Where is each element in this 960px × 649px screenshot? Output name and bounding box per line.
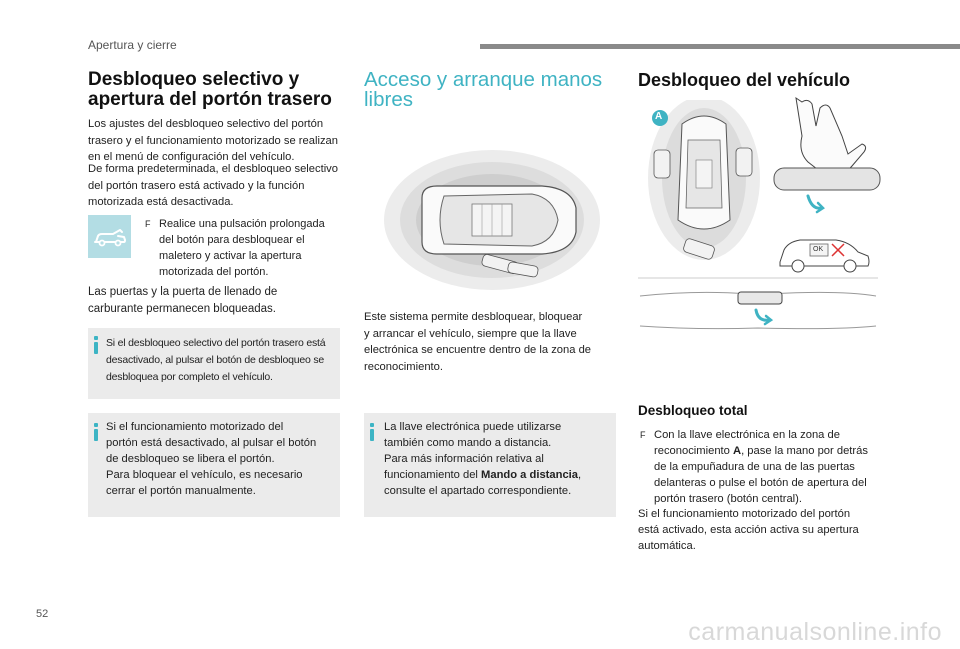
text-line: Realice una pulsación prolongada [159,218,325,230]
heading-vehicle-unlock: Desbloqueo del vehículo [638,70,851,90]
text-line: Si el funcionamiento motorizado del [106,421,284,433]
text-line [638,443,888,459]
text-line: consulte el apartado correspondiente. [384,485,572,497]
text-line: Si el desbloqueo selectivo del portón trasero está [106,337,326,349]
recognition-zone-a-illustration [638,100,764,270]
tailgate-button-illustration [638,274,878,358]
text-line: Para bloquear el vehículo, es necesario [106,469,303,481]
subheading-total-unlock: Desbloqueo total [638,403,748,418]
text-line: y arrancar el vehículo, siempre que la llave [364,327,577,340]
info-icon [94,423,98,441]
info-box-motorized-disabled [88,413,340,517]
text-line: Este sistema permite desbloquear, bloquear [364,311,583,323]
info-box-selective-disabled [88,328,340,399]
heading-keyless-access [364,70,620,110]
text-line: Los ajustes del desbloqueo selectivo del portón [88,118,324,130]
zone-a-label: A [655,111,663,122]
paragraph-default [88,161,346,211]
text-line: también como mando a distancia. [384,437,552,449]
info-icon [94,336,98,354]
car-tailgate-icon [88,215,131,258]
page-number: 52 [36,608,49,620]
text-line: está activado, esta acción activa su apertura [638,524,859,536]
heading-line: Acceso y arranque manos [364,68,603,91]
car-recognition-zone-illustration [382,146,602,294]
text-line: Con la llave electrónica en la zona de [654,429,840,441]
step-total-unlock [638,427,888,507]
text-line: De forma predeterminada, el desbloqueo selectivo [88,163,338,175]
text-line: motorizada está desactivada. [88,196,234,208]
heading-line: libres [364,88,413,111]
ok-indicator-label: OK [813,246,824,253]
text-line [384,467,614,483]
text-line: electrónica se encuentre dentro de la zona de [364,344,592,356]
text-line: del portón trasero está activado y la función [88,179,305,192]
car-unlocked-illustration [770,226,876,278]
text-line: cerrar el portón manualmente. [106,485,256,497]
watermark: carmanualsonline.info [688,618,942,646]
text-line: reconocimiento. [364,360,443,373]
paragraph-motorized-auto-open [638,506,888,554]
text-line: Si el funcionamiento motorizado del portón [638,508,851,520]
paragraph-settings [88,116,346,166]
heading-line: Desbloqueo selectivo y [88,69,300,90]
text-line: maletero y activar la apertura [159,250,302,262]
text-line: portón está desactivado, al pulsar el botón [106,437,317,449]
text-fragment: , [578,469,582,481]
text-fragment: funcionamiento del [384,469,482,481]
text-line: Para más información relativa al [384,453,544,465]
text-line: carburante permanecen bloqueadas. [88,302,276,315]
heading-selective-unlock [88,70,348,110]
text-fragment: , pase la mano por detrás [741,445,868,457]
text-line: motorizada del portón. [159,266,269,278]
section-title: Apertura y cierre [88,38,177,52]
paragraph-keyless-system [364,309,614,375]
step-bullet: F [145,219,151,229]
text-line: desactivado, al pulsar el botón de desbloqueo se [106,354,325,366]
remote-control-term: Mando a distancia [481,469,579,481]
text-line: portón trasero (botón central). [654,493,802,505]
text-line: La llave electrónica puede utilizarse [384,421,562,433]
text-line: delanteras o pulse el botón de apertura del [654,477,867,489]
step-long-press [145,216,345,280]
heading-line: apertura del portón trasero [88,89,332,110]
text-line: en el menú de configuración del vehículo. [88,151,295,163]
info-icon [370,423,374,441]
zone-a-ref: A [732,445,742,457]
step-bullet: F [640,430,646,440]
text-line: del botón para desbloquear el [159,234,305,246]
text-line: Las puertas y la puerta de llenado de [88,286,278,298]
text-line: desbloquea por completo el vehículo. [106,371,273,383]
paragraph-doors-locked [88,284,346,317]
hand-door-handle-illustration [768,96,886,230]
text-line: de desbloqueo se libera el portón. [106,453,275,465]
info-box-remote-control [364,413,616,517]
text-fragment: reconocimiento [654,445,733,457]
text-line: automática. [638,540,696,552]
text-line: de la empuñadura de una de las puertas [654,461,855,473]
text-line: trasero y el funcionamiento motorizado se realizan [88,134,338,147]
header-bar [480,44,960,49]
